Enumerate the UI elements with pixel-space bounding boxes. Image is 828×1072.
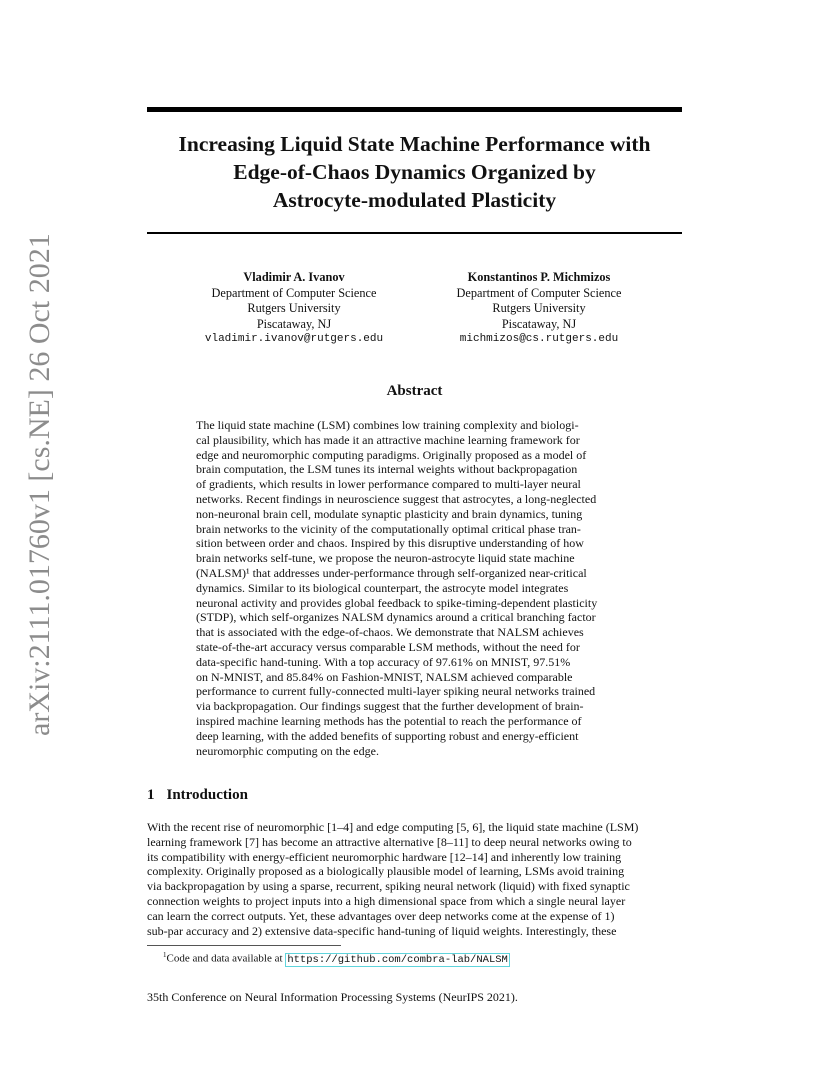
abstract-body	[196, 418, 636, 758]
footnote-text: Code and data available at	[166, 952, 286, 965]
author-name: Vladimir A. Ivanov	[243, 270, 345, 284]
abstract-line: neuronal activity and provides global feedback to spike-timing-dependent plasticity	[196, 595, 598, 610]
abstract-heading: Abstract	[386, 383, 443, 399]
section-title: Introduction	[166, 787, 248, 803]
abstract-line: cal plausibility, which has made it an attractive machine learning framework for	[196, 432, 580, 447]
title-line: Increasing Liquid State Machine Performance with	[178, 132, 651, 156]
body-line: sub-par accuracy and 2) extensive data-specific hand-tuning of liquid weights. Interestingly, these	[147, 923, 617, 938]
author-location: Piscataway, NJ	[256, 316, 332, 331]
footnote	[163, 951, 510, 966]
abstract-line: non-neuronal brain cell, modulate synaptic plasticity and brain dynamics, tuning	[196, 506, 583, 521]
author-location: Piscataway, NJ	[501, 316, 577, 331]
abstract-line: (NALSM)¹ that addresses under-performance through self-organized near-critical	[196, 565, 587, 580]
abstract-line: via backpropagation. Our findings suggest that the further development of brain-	[196, 699, 584, 714]
arxiv-identifier: arXiv:2111.01760v1 [cs.NE] 26 Oct 2021	[23, 233, 56, 737]
abstract-line: The liquid state machine (LSM) combines low training complexity and biologi-	[196, 418, 579, 432]
abstract-line: brain computation, the LSM tunes its internal weights without backpropagation	[196, 462, 578, 477]
author-block	[429, 270, 649, 348]
abstract-line: sition between order and chaos. Inspired by this disruptive understanding of how	[196, 536, 584, 551]
conference-note: 35th Conference on Neural Information Processing Systems (NeurIPS 2021).	[147, 990, 518, 1004]
body-line: learning framework [7] has become an attractive alternative [8–11] to deep neural networks owing to	[147, 834, 632, 849]
author-department: Department of Computer Science	[456, 285, 622, 300]
author-name: Konstantinos P. Michmizos	[467, 270, 611, 284]
code-repository-link[interactable]: https://github.com/combra-lab/NALSM	[287, 953, 508, 966]
abstract-line: brain networks self-tune, we propose the neuron-astrocyte liquid state machine	[196, 551, 575, 566]
abstract-line: networks. Recent findings in neuroscience suggest that astrocytes, a long-neglected	[196, 491, 597, 506]
title-bottom-rule	[147, 232, 682, 234]
paper-title	[147, 130, 682, 214]
introduction-body	[147, 820, 683, 938]
abstract-line: data-specific hand-tuning. With a top accuracy of 97.61% on MNIST, 97.51%	[196, 654, 571, 669]
abstract-line: edge and neuromorphic computing paradigms. Originally proposed as a model of	[196, 447, 587, 462]
abstract-line: dynamics. Similar to its biological counterpart, the astrocyte model integrates	[196, 580, 569, 595]
body-line: can learn the correct outputs. Yet, these advantages over deep networks come at the expense of 1)	[147, 908, 615, 923]
abstract-line: (STDP), which self-organizes NALSM dynamics around a critical branching factor	[196, 610, 596, 625]
footnote-marker: 1	[163, 951, 167, 959]
abstract-line: neuromorphic computing on the edge.	[196, 743, 379, 758]
abstract-line: that is associated with the edge-of-chaos. We demonstrate that NALSM achieves	[196, 625, 584, 640]
abstract-line: brain networks to the vicinity of the computationally optimal critical phase tran-	[196, 521, 581, 536]
abstract-line: inspired machine learning methods has the potential to reach the performance of	[196, 713, 582, 728]
author-email[interactable]: vladimir.ivanov@rutgers.edu	[204, 333, 384, 345]
section-heading	[147, 787, 248, 804]
title-top-rule	[147, 107, 682, 112]
body-line: complexity. Originally proposed as a biologically plausible model of learning, LSMs avoid training	[147, 864, 625, 879]
author-department: Department of Computer Science	[211, 285, 377, 300]
abstract-line: deep learning, with the added benefits of supporting robust and energy-efficient	[196, 728, 579, 743]
body-line: via backpropagation by using a sparse, recurrent, spiking neural network (liquid) with fixed synaptic	[147, 879, 630, 894]
section-number: 1	[147, 787, 155, 803]
abstract-line: of gradients, which results in lower performance compared to multi-layer neural	[196, 477, 581, 492]
abstract-line: on N-MNIST, and 85.84% on Fashion-MNIST, NALSM achieved comparable	[196, 669, 573, 684]
footnote-rule	[147, 945, 341, 946]
body-line: connection weights to project inputs into a high dimensional space from which a single neural layer	[147, 893, 626, 908]
title-line: Edge-of-Chaos Dynamics Organized by	[233, 160, 596, 184]
title-line: Astrocyte-modulated Plasticity	[272, 188, 557, 212]
abstract-line: state-of-the-art accuracy versus comparable LSM methods, without the need for	[196, 639, 580, 654]
author-email[interactable]: michmizos@cs.rutgers.edu	[459, 333, 619, 345]
author-university: Rutgers University	[247, 301, 341, 315]
body-line: With the recent rise of neuromorphic [1–4] and edge computing [5, 6], the liquid state machine (LSM)	[147, 820, 639, 834]
author-university: Rutgers University	[492, 301, 586, 315]
abstract-line: performance to current fully-connected multi-layer spiking neural networks trained	[196, 684, 596, 699]
body-line: its compatibility with energy-efficient neuromorphic hardware [12–14] and inherently low training	[147, 849, 622, 864]
author-block	[184, 270, 404, 348]
